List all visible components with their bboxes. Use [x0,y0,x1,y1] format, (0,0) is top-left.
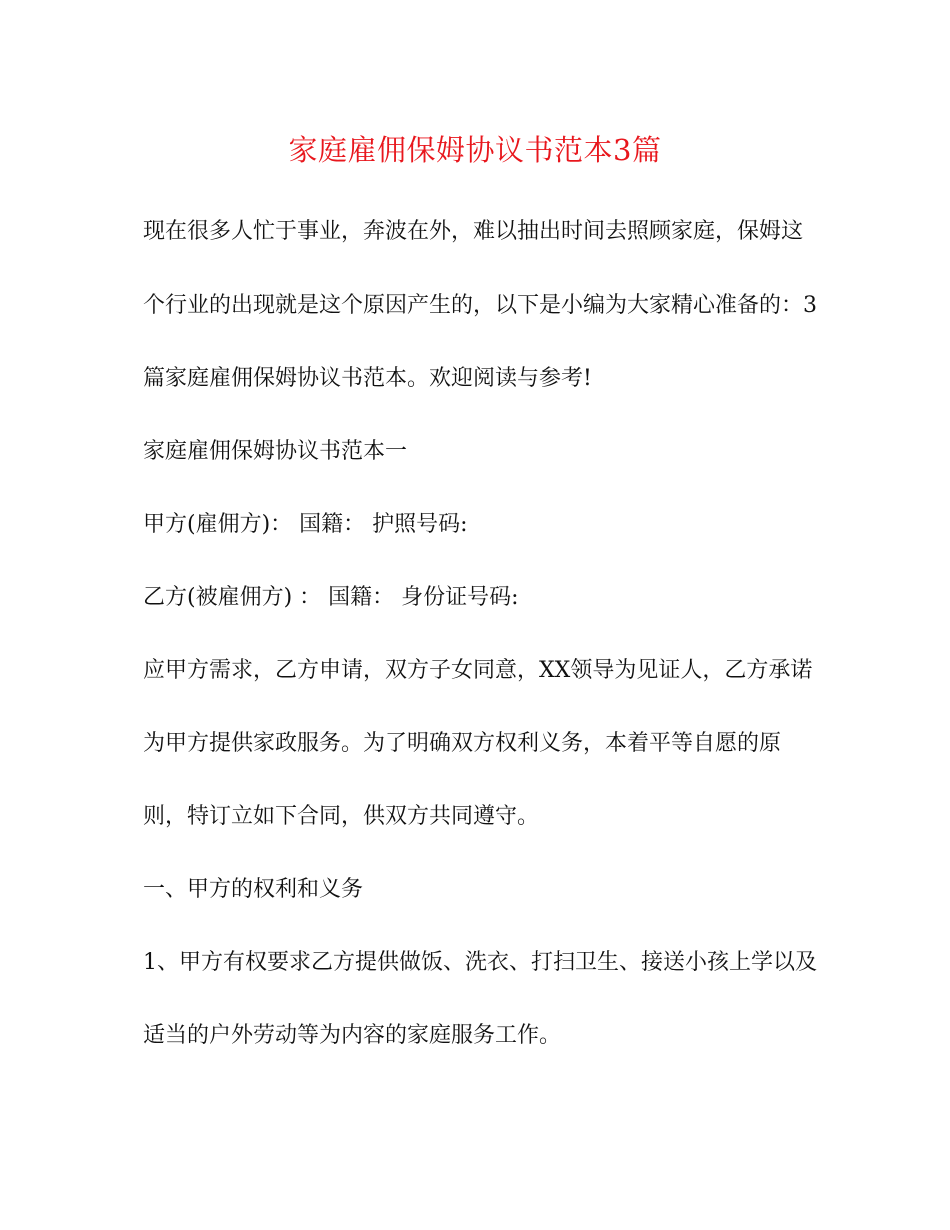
paragraph-line: 乙方(被雇佣方) ： 国籍： 身份证号码: [143,585,519,610]
paragraph-line: 应甲方需求，乙方申请，双方子女同意，XX领导为见证人，乙方承诺 [143,658,813,683]
paragraph-line: 为甲方提供家政服务。为了明确双方权利义务，本着平等自愿的原 [143,731,782,756]
document-title: 家庭雇佣保姆协议书范本3篇 [288,133,662,167]
paragraph-line: 则，特订立如下合同，供双方共同遵守。 [143,804,540,829]
paragraph-line: 1、甲方有权要求乙方提供做饭、洗衣、打扫卫生、接送小孩上学以及 [143,950,817,975]
paragraph-line: 甲方(雇佣方)： 国籍： 护照号码: [143,512,468,537]
paragraph-line: 适当的户外劳动等为内容的家庭服务工作。 [143,1023,562,1048]
section-heading: 家庭雇佣保姆协议书范本一 [143,439,408,464]
paragraph-line: 现在很多人忙于事业，奔波在外，难以抽出时间去照顾家庭，保姆这 [143,219,804,244]
paragraph-line: 个行业的出现就是这个原因产生的，以下是小编为大家精心准备的：3 [143,293,817,318]
paragraph-line: 篇家庭雇佣保姆协议书范本。欢迎阅读与参考! [143,366,592,391]
section-heading: 一、甲方的权利和义务 [143,877,364,902]
